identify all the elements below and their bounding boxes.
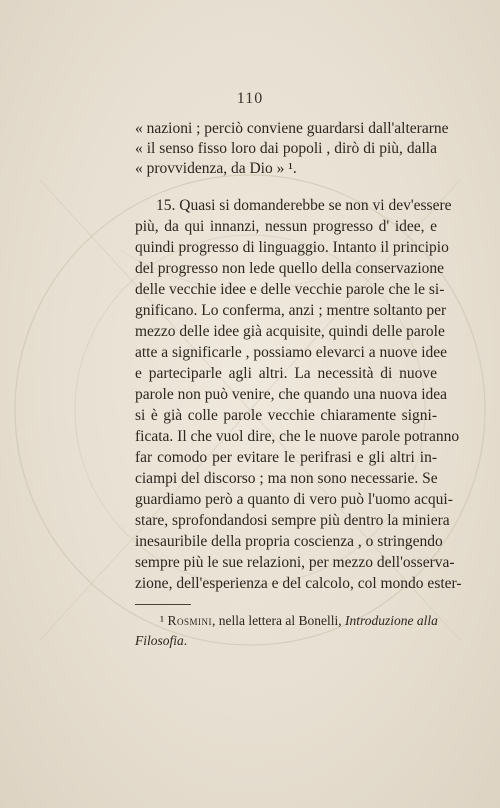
- footnote-author: Rosmini: [167, 613, 212, 628]
- quote-line-3: « provvidenza, da Dio » ¹.: [135, 160, 297, 177]
- paragraph-line-19: zione, dell'esperienza e del calcolo, col mondo ester-: [135, 575, 462, 592]
- page-number: 110: [236, 90, 264, 107]
- footnote-divider: [135, 604, 191, 605]
- footnote-marker: ¹: [160, 613, 165, 628]
- paragraph-line-5: delle vecchie idee e delle vecchie parole che le si-: [135, 281, 445, 298]
- quote-line-1: « nazioni ; perciò conviene guardarsi dall'alterarne: [135, 120, 449, 137]
- footnote-line-2: [135, 631, 437, 651]
- footnote-end: .: [183, 633, 188, 648]
- paragraph-line-4: del progresso non lede quello della conservazione: [135, 260, 445, 277]
- footnote-line-1: [160, 611, 462, 631]
- paragraph-line-14: ciampi del discorso ; ma non sono necessarie. Se: [135, 470, 438, 487]
- paragraph-line-2: più, da qui innanzi, nessun progresso d' idee, e: [135, 218, 437, 235]
- footnote-title-2: Filosofia: [135, 633, 184, 648]
- paragraph-line-7: mezzo delle idee già acquisite, quindi delle parole: [135, 323, 445, 340]
- paragraph-line-8: atte a significarle , possiamo elevarci a nuove idee: [135, 344, 448, 361]
- paragraph-line-3: quindi progresso di linguaggio. Intanto il principio: [135, 239, 449, 256]
- paragraph-line-17: inesauribile della propria coscienza , o stringendo: [135, 533, 443, 550]
- paragraph-line-6: gnificano. Lo conferma, anzi ; mentre soltanto per: [135, 302, 447, 319]
- quote-line-2: « il senso fisso loro dai popoli , dirò di più, dalla: [135, 140, 437, 157]
- paragraph-line-12: ficata. Il che vuol dire, che le nuove parole potranno: [135, 428, 460, 445]
- paragraph-line-11: si è già colle parole vecchie chiaramente signi-: [135, 407, 437, 424]
- paragraph-line-1: 15. Quasi si domanderebbe se non vi dev'essere: [156, 197, 452, 214]
- paragraph-line-13: far comodo per evitare le perifrasi e gli altri in-: [135, 449, 437, 466]
- paragraph-line-16: stare, sprofondandosi sempre più dentro la miniera: [135, 512, 450, 529]
- footnote-text: , nella lettera al Bonelli,: [211, 613, 346, 628]
- paragraph-line-18: sempre più le sue relazioni, per mezzo dell'osserva-: [135, 554, 455, 571]
- paragraph-line-9: e parteciparle agli altri. La necessità di nuove: [135, 365, 437, 382]
- paragraph-line-15: guardiamo però a quanto di vero può l'uomo acqui-: [135, 491, 453, 508]
- paragraph-line-10: parole non può venire, che quando una nuova idea: [135, 386, 448, 403]
- footnote-title-1: Introduzione alla: [345, 613, 438, 628]
